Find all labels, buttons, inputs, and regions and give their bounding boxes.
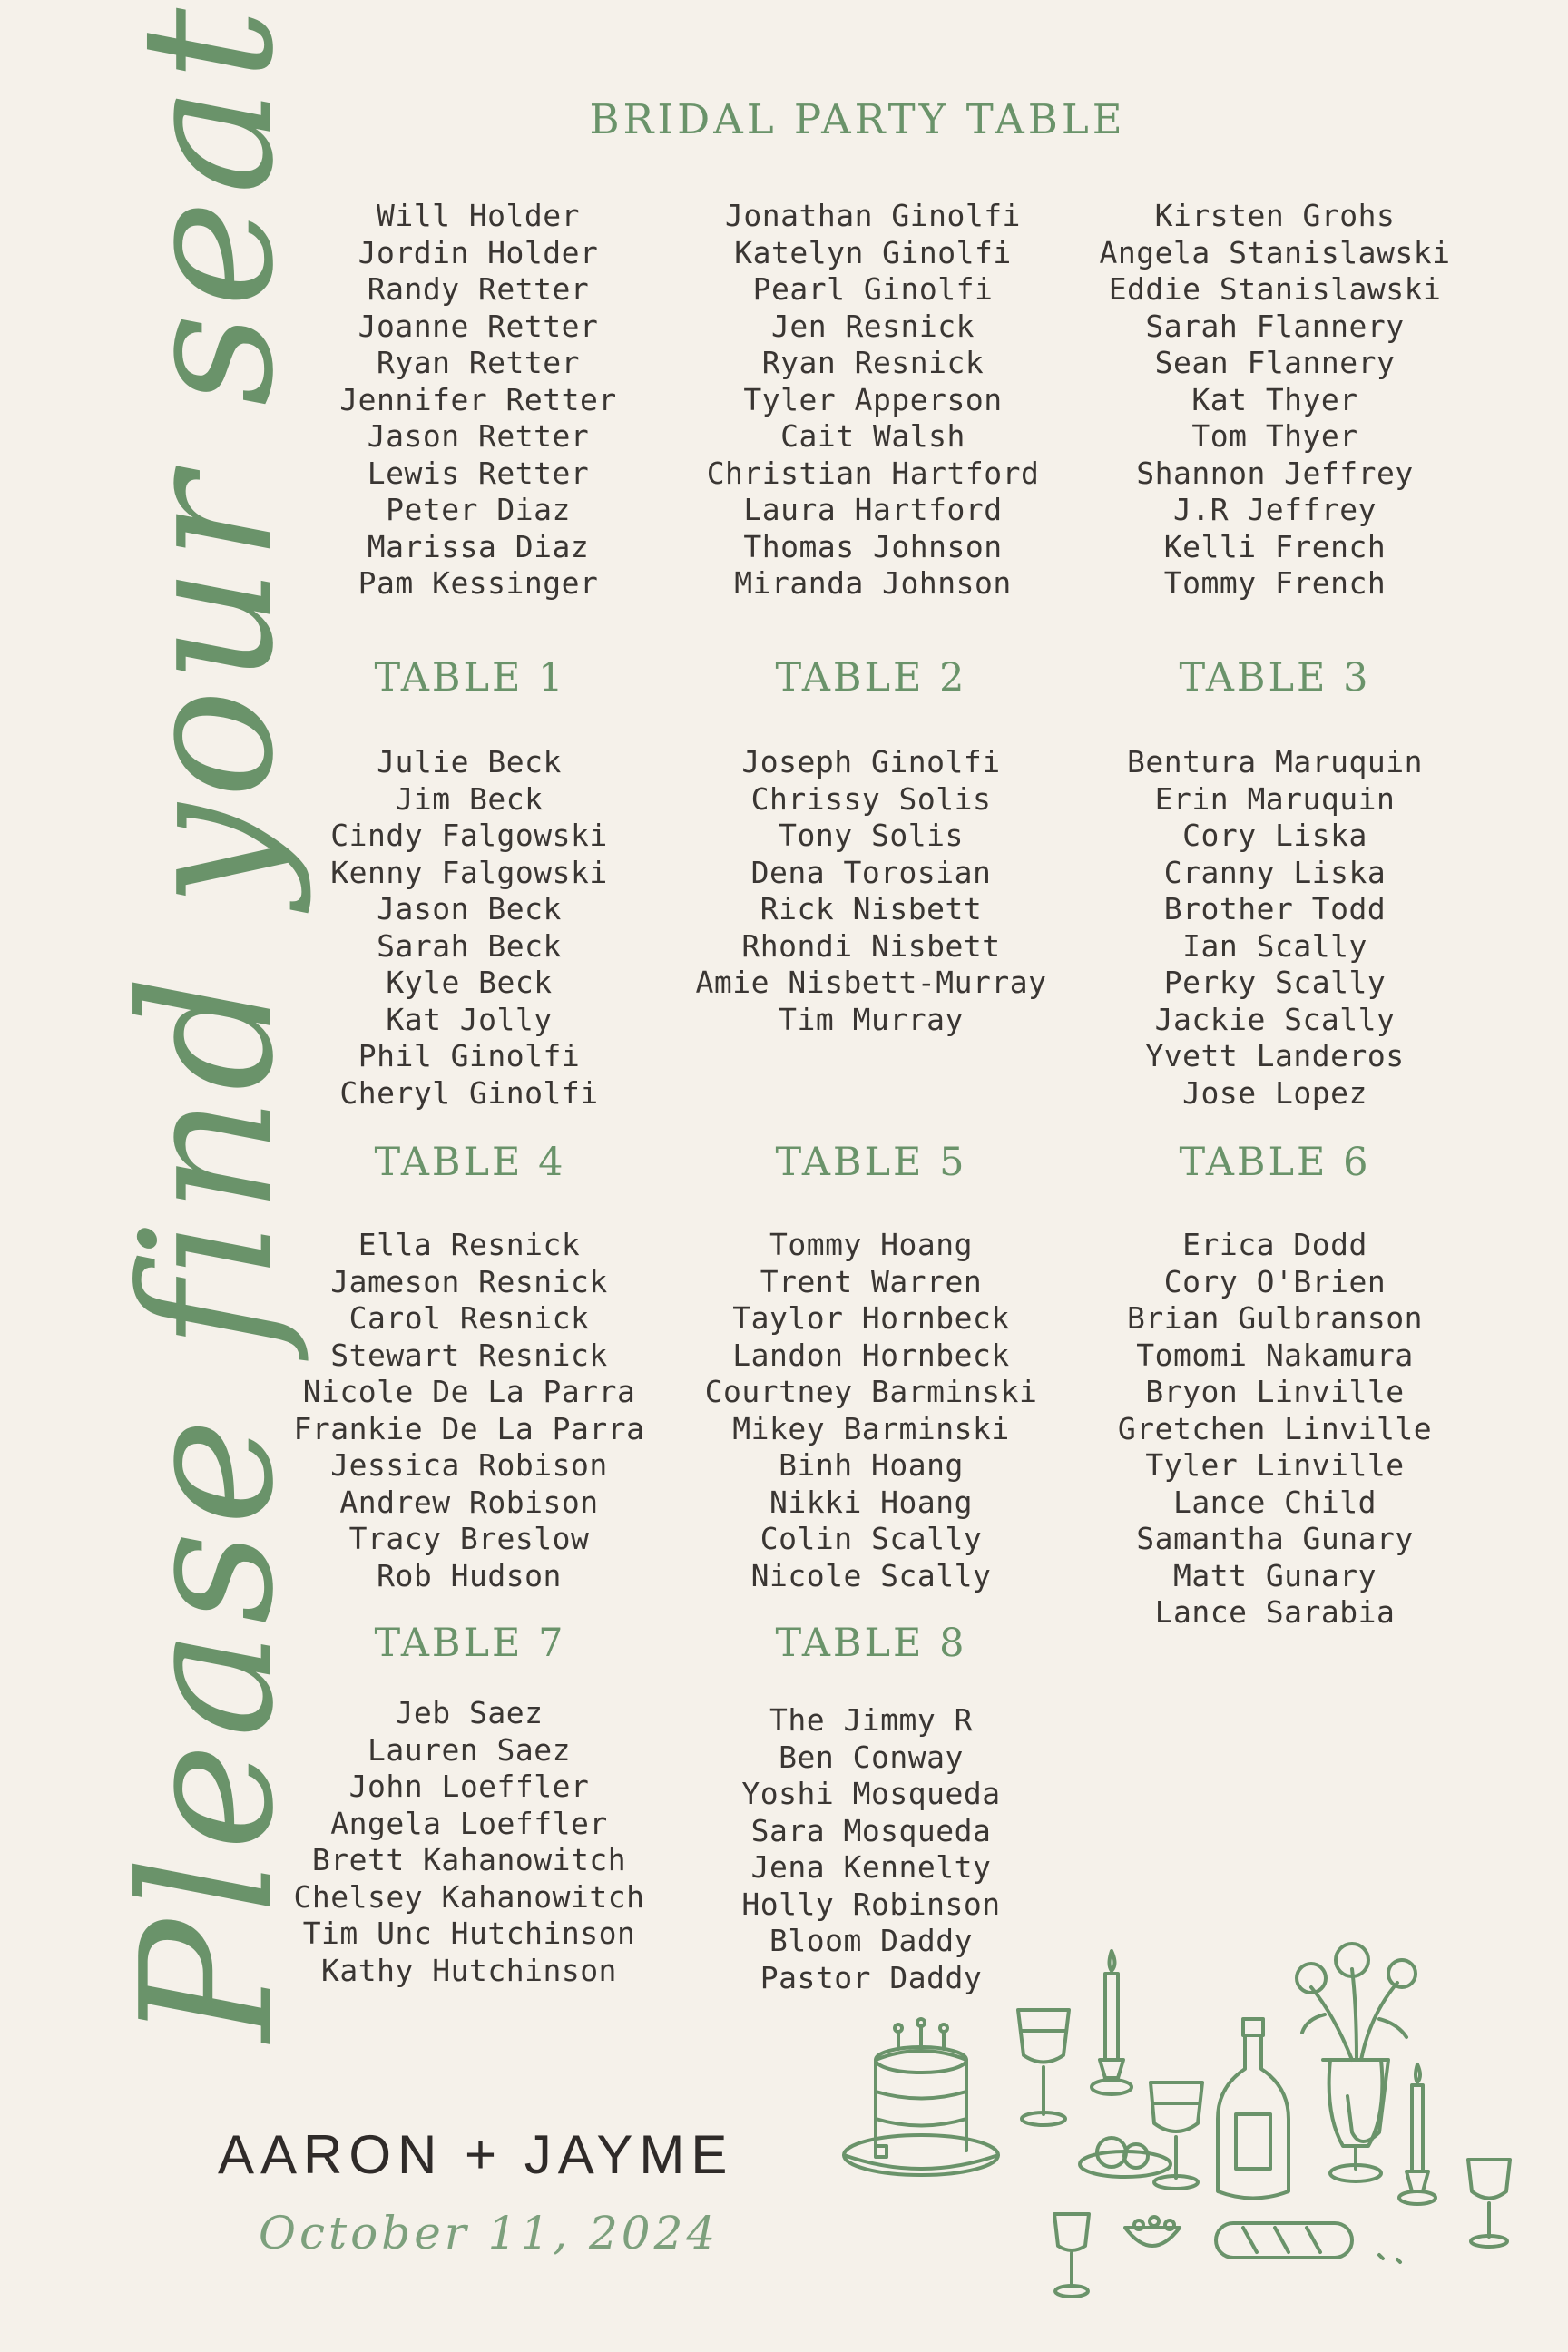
guest-name: Julie Beck	[377, 744, 562, 779]
table-7-heading: TABLE 7	[374, 1621, 566, 1666]
guest-name: Kat Thyer	[1191, 381, 1358, 417]
guest-name: Joanne Retter	[358, 308, 599, 344]
guest-name: Laura Hartford	[743, 492, 1003, 527]
table-6-guests	[1118, 1227, 1432, 1632]
bottle-icon	[1218, 2019, 1289, 2199]
bridal-names-col-1	[339, 198, 617, 603]
guest-name: Jose Lopez	[1182, 1074, 1367, 1111]
bowl-icon	[1125, 2217, 1180, 2246]
table-setting-illustration	[817, 1933, 1524, 2323]
table-2-heading: TABLE 2	[775, 655, 967, 701]
guest-name: Jackie Scally	[1154, 1001, 1396, 1037]
guest-name: Pastor Daddy	[760, 1959, 983, 1995]
guest-name: Sarah Beck	[377, 927, 562, 964]
guest-name: Jonathan Ginolfi	[725, 198, 1021, 233]
guest-name: Ella Resnick	[358, 1227, 581, 1262]
guest-name: Ryan Retter	[376, 345, 581, 380]
guest-name: Brett Kahanowitch	[311, 1842, 627, 1877]
guest-name: Yvett Landeros	[1145, 1038, 1405, 1073]
guest-name: Brother Todd	[1163, 891, 1387, 926]
guest-name: Christian Hartford	[706, 455, 1040, 491]
guest-name: Kat Jolly	[386, 1001, 553, 1037]
guest-name: Eddie Stanislawski	[1108, 271, 1442, 307]
guest-name: The Jimmy R	[769, 1702, 974, 1738]
guest-name: Kathy Hutchinson	[321, 1952, 617, 1988]
wine-glass-icon	[1018, 2010, 1069, 2125]
cake-icon	[844, 2019, 998, 2175]
please-find-your-seat-script: Please find your seat	[103, 2, 314, 2042]
table-4-heading: TABLE 4	[374, 1140, 566, 1185]
table-8-heading: TABLE 8	[775, 1621, 967, 1666]
guest-name: Tomomi Nakamura	[1136, 1337, 1414, 1373]
bridal-names-col-2	[707, 198, 1040, 603]
guest-name: Stewart Resnick	[330, 1337, 608, 1373]
guest-name: Jennifer Retter	[339, 381, 617, 417]
guest-name: Thomas Johnson	[743, 528, 1003, 564]
guest-name: Bryon Linville	[1145, 1374, 1405, 1409]
guest-name: Tony Solis	[779, 818, 964, 853]
guest-name: Samantha Gunary	[1136, 1521, 1414, 1556]
guest-name: Cheryl Ginolfi	[339, 1074, 599, 1111]
guest-name: Ryan Resnick	[761, 345, 985, 380]
flower-vase-icon	[1297, 1944, 1416, 2181]
guest-name: Lewis Retter	[367, 455, 590, 491]
guest-name: Nicole Scally	[750, 1557, 992, 1593]
guest-name: Kelli French	[1163, 528, 1387, 564]
guest-name: Ian Scally	[1182, 927, 1367, 964]
guest-name: Will Holder	[376, 198, 581, 233]
guest-name: Bentura Maruquin	[1127, 744, 1423, 779]
couple-names: AARON + JAYME	[218, 2124, 734, 2185]
wedding-date: October 11, 2024	[259, 2207, 720, 2259]
table-3-guests	[1127, 744, 1423, 1112]
guest-name: Tommy French	[1163, 565, 1387, 601]
guest-name: Katelyn Ginolfi	[734, 234, 1012, 270]
guest-name: Jason Retter	[367, 418, 590, 454]
table-2-guests	[696, 744, 1047, 1038]
table-3-heading: TABLE 3	[1179, 655, 1371, 701]
guest-name: Shannon Jeffrey	[1136, 455, 1414, 491]
guest-name: Amie Nisbett-Murray	[695, 965, 1047, 1000]
candle-icon	[1399, 2064, 1436, 2204]
table-1-guests	[330, 744, 608, 1112]
guest-name: Kirsten Grohs	[1154, 198, 1396, 233]
guest-name: Pearl Ginolfi	[752, 271, 994, 307]
guest-name: Cait Walsh	[780, 418, 965, 454]
guest-name: Chrissy Solis	[750, 780, 992, 817]
guest-name: Binh Hoang	[779, 1447, 964, 1483]
guest-name: Marissa Diaz	[367, 528, 590, 564]
guest-name: Tim Unc Hutchinson	[302, 1916, 636, 1951]
guest-name: Cory O'Brien	[1163, 1263, 1387, 1299]
guest-name: Rhondi Nisbett	[741, 927, 1001, 964]
guest-name: Tyler Linville	[1145, 1447, 1405, 1483]
guest-name: Lauren Saez	[367, 1731, 572, 1768]
guest-name: Angela Stanislawski	[1099, 234, 1451, 270]
guest-name: Nicole De La Parra	[302, 1374, 636, 1409]
guest-name: Tommy Hoang	[769, 1227, 974, 1262]
guest-name: Pam Kessinger	[358, 565, 599, 601]
guest-name: Sara Mosqueda	[750, 1812, 992, 1848]
guest-name: Mikey Barminski	[732, 1410, 1010, 1446]
guest-name: Erin Maruquin	[1154, 780, 1396, 817]
guest-name: Colin Scally	[760, 1521, 983, 1556]
guest-name: Perky Scally	[1163, 965, 1387, 1000]
guest-name: Jen Resnick	[770, 308, 975, 344]
guest-name: Miranda Johnson	[734, 565, 1012, 601]
bridal-party-heading: BRIDAL PARTY TABLE	[589, 95, 1126, 143]
guest-name: Sarah Flannery	[1145, 308, 1405, 344]
guest-name: Carol Resnick	[348, 1300, 590, 1336]
guest-name: J.R Jeffrey	[1172, 492, 1377, 527]
guest-name: Ben Conway	[779, 1739, 964, 1775]
table-7-guests	[294, 1695, 645, 1989]
table-5-guests	[705, 1227, 1038, 1594]
guest-name: Jena Kennelty	[750, 1849, 992, 1885]
guest-name: Jeb Saez	[395, 1695, 544, 1730]
table-4-guests	[294, 1227, 645, 1594]
guest-name: Rick Nisbett	[760, 891, 983, 926]
guest-name: Tracy Breslow	[348, 1521, 590, 1556]
guest-name: Brian Gulbranson	[1127, 1300, 1423, 1336]
guest-name: Cranny Liska	[1163, 854, 1387, 890]
guest-name: Jordin Holder	[358, 234, 599, 270]
guest-name: Tim Murray	[779, 1001, 964, 1037]
guest-name: Gretchen Linville	[1117, 1410, 1433, 1446]
crumbs-icon	[1379, 2255, 1400, 2262]
guest-name: Yoshi Mosqueda	[741, 1776, 1001, 1811]
table-1-heading: TABLE 1	[374, 655, 566, 701]
bread-icon	[1216, 2223, 1352, 2258]
table-6-heading: TABLE 6	[1179, 1140, 1371, 1185]
bridal-names-col-3	[1100, 198, 1451, 603]
guest-name: Jason Beck	[377, 891, 562, 926]
guest-name: Taylor Hornbeck	[732, 1300, 1010, 1336]
guest-name: Nikki Hoang	[769, 1484, 974, 1520]
wine-glass-icon	[1468, 2160, 1510, 2247]
glass-icon	[1054, 2214, 1089, 2297]
guest-name: Erica Dodd	[1182, 1227, 1367, 1262]
guest-name: Cindy Falgowski	[330, 818, 608, 853]
candle-icon	[1092, 1951, 1132, 2094]
guest-name: Tom Thyer	[1191, 418, 1358, 454]
guest-name: Holly Robinson	[741, 1886, 1001, 1922]
guest-name: Jim Beck	[395, 780, 544, 817]
guest-name: Matt Gunary	[1172, 1557, 1377, 1593]
guest-name: Rob Hudson	[377, 1557, 562, 1593]
guest-name: Lance Sarabia	[1154, 1594, 1396, 1630]
guest-name: Chelsey Kahanowitch	[293, 1878, 645, 1915]
guest-name: Trent Warren	[760, 1263, 983, 1299]
guest-name: Kenny Falgowski	[330, 854, 608, 890]
guest-name: Randy Retter	[367, 271, 590, 307]
guest-name: Frankie De La Parra	[293, 1410, 645, 1446]
guest-name: Cory Liska	[1182, 818, 1367, 853]
guest-name: Kyle Beck	[386, 965, 553, 1000]
guest-name: Dena Torosian	[750, 854, 992, 890]
guest-name: Andrew Robison	[339, 1484, 599, 1520]
guest-name: Joseph Ginolfi	[741, 744, 1001, 779]
table-5-heading: TABLE 5	[775, 1140, 967, 1185]
guest-name: Phil Ginolfi	[358, 1038, 581, 1073]
guest-name: Peter Diaz	[386, 492, 571, 527]
guest-name: Angela Loeffler	[330, 1805, 608, 1841]
guest-name: Bloom Daddy	[769, 1923, 974, 1958]
guest-name: Sean Flannery	[1154, 345, 1396, 380]
guest-name: Tyler Apperson	[743, 381, 1003, 417]
guest-name: Landon Hornbeck	[732, 1337, 1010, 1373]
plate-icon	[1080, 2138, 1171, 2177]
guest-name: Jessica Robison	[330, 1447, 608, 1483]
guest-name: John Loeffler	[348, 1769, 590, 1804]
guest-name: Courtney Barminski	[704, 1374, 1038, 1409]
guest-name: Lance Child	[1172, 1484, 1377, 1520]
guest-name: Jameson Resnick	[330, 1263, 608, 1299]
